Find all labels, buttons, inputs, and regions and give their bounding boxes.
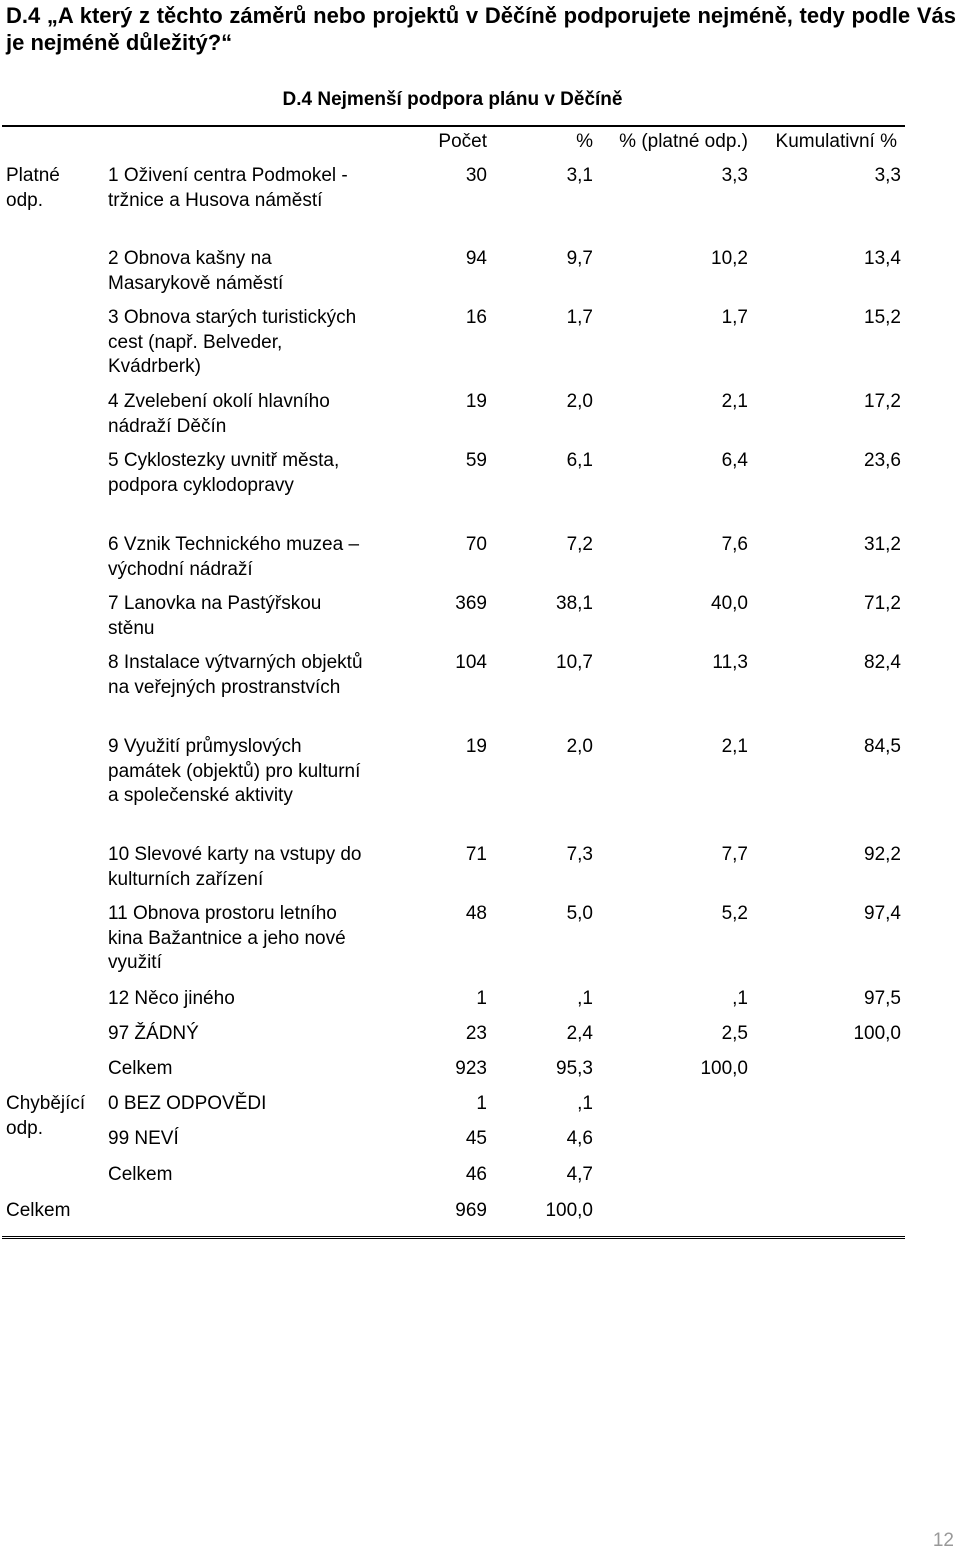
row-label: 1 Oživení centra Podmokel - tržnice a Husova náměstí xyxy=(108,165,348,211)
row-label: 3 Obnova starých turistických cest (např. Belveder, Kvádrberk) xyxy=(108,307,357,377)
row-count: 94 xyxy=(465,248,487,269)
row-cumulative-pct: 17,2 xyxy=(864,391,901,412)
row-cumulative-pct: 3,3 xyxy=(874,165,901,186)
row-label: 4 Zvelebení okolí hlavního nádraží Děčín xyxy=(108,391,330,437)
row-pct: 95,3 xyxy=(556,1058,593,1079)
row-label: 5 Cyklostezky uvnitř města, podpora cyklodopravy xyxy=(108,450,340,496)
header-cumulative-pct: Kumulativní % xyxy=(775,131,897,152)
table-top-rule xyxy=(2,125,905,127)
row-label: 12 Něco jiného xyxy=(108,988,235,1009)
row-count: 1 xyxy=(476,988,487,1009)
row-label: Celkem xyxy=(108,1164,173,1185)
row-pct: 10,7 xyxy=(556,652,593,673)
row-count: 45 xyxy=(465,1128,487,1149)
row-cumulative-pct: 23,6 xyxy=(864,450,901,471)
row-pct: 5,0 xyxy=(566,903,593,924)
row-cumulative-pct: 31,2 xyxy=(864,534,901,555)
row-label: 2 Obnova kašny na Masarykově náměstí xyxy=(108,248,284,294)
row-cumulative-pct: 97,5 xyxy=(864,988,901,1009)
row-valid-pct: 2,5 xyxy=(721,1023,748,1044)
row-cumulative-pct: 100,0 xyxy=(853,1023,901,1044)
row-cumulative-pct: 84,5 xyxy=(864,736,901,757)
row-count: 30 xyxy=(465,165,487,186)
row-pct: 2,0 xyxy=(566,391,593,412)
row-cumulative-pct: 92,2 xyxy=(864,844,901,865)
row-count: 104 xyxy=(455,652,487,673)
row-label: 11 Obnova prostoru letního kina Bažantnice a jeho nové využití xyxy=(108,903,346,973)
header-pocet: Počet xyxy=(438,131,487,152)
row-count: 71 xyxy=(465,844,487,865)
row-label: 6 Vznik Technického muzea – východní nádraží xyxy=(108,534,360,580)
group-label-total: Celkem xyxy=(6,1200,71,1221)
total-pct: 100,0 xyxy=(545,1200,593,1221)
row-pct: ,1 xyxy=(577,1093,593,1114)
table-bottom-rule xyxy=(2,1236,905,1239)
row-pct: 7,2 xyxy=(566,534,593,555)
row-valid-pct: 3,3 xyxy=(721,165,748,186)
header-pct: % xyxy=(576,131,593,152)
row-valid-pct: 7,6 xyxy=(721,534,748,555)
row-label: 10 Slevové karty na vstupy do kulturních zařízení xyxy=(108,844,362,890)
row-count: 70 xyxy=(465,534,487,555)
group-label-missing: Chybějící odp. xyxy=(6,1093,86,1139)
row-valid-pct: ,1 xyxy=(732,988,748,1009)
row-label: 97 ŽÁDNÝ xyxy=(108,1023,199,1044)
total-count: 969 xyxy=(455,1200,487,1221)
group-label-valid: Platné odp. xyxy=(6,165,60,211)
row-pct: 6,1 xyxy=(566,450,593,471)
row-label: Celkem xyxy=(108,1058,173,1079)
row-valid-pct: 7,7 xyxy=(721,844,748,865)
table-title: D.4 Nejmenší podpora plánu v Děčíně xyxy=(282,89,623,110)
row-label: 0 BEZ ODPOVĚDI xyxy=(108,1093,267,1114)
row-pct: 3,1 xyxy=(566,165,593,186)
row-valid-pct: 100,0 xyxy=(700,1058,748,1079)
row-pct: 38,1 xyxy=(556,593,593,614)
row-valid-pct: 2,1 xyxy=(721,391,748,412)
row-pct: ,1 xyxy=(577,988,593,1009)
row-count: 46 xyxy=(465,1164,487,1185)
row-valid-pct: 6,4 xyxy=(721,450,748,471)
row-valid-pct: 2,1 xyxy=(721,736,748,757)
row-count: 369 xyxy=(455,593,487,614)
row-count: 23 xyxy=(465,1023,487,1044)
row-valid-pct: 11,3 xyxy=(712,652,748,673)
row-valid-pct: 5,2 xyxy=(721,903,748,924)
row-label: 8 Instalace výtvarných objektů na veřejných prostranstvích xyxy=(108,652,363,698)
row-pct: 7,3 xyxy=(566,844,593,865)
row-pct: 2,4 xyxy=(566,1023,593,1044)
row-count: 48 xyxy=(465,903,487,924)
page-number: 12 xyxy=(932,1530,954,1551)
row-valid-pct: 40,0 xyxy=(711,593,748,614)
row-pct: 4,7 xyxy=(566,1164,593,1185)
row-label: 9 Využití průmyslových památek (objektů) pro kulturní a společenské aktivity xyxy=(108,736,361,806)
row-cumulative-pct: 82,4 xyxy=(864,652,901,673)
header-valid-pct: % (platné odp.) xyxy=(619,131,748,152)
row-count: 923 xyxy=(455,1058,487,1079)
row-count: 1 xyxy=(476,1093,487,1114)
row-cumulative-pct: 15,2 xyxy=(864,307,901,328)
row-pct: 9,7 xyxy=(566,248,593,269)
row-pct: 1,7 xyxy=(566,307,593,328)
row-pct: 2,0 xyxy=(566,736,593,757)
row-pct: 4,6 xyxy=(566,1128,593,1149)
row-valid-pct: 1,7 xyxy=(721,307,748,328)
row-valid-pct: 10,2 xyxy=(711,248,748,269)
row-count: 16 xyxy=(465,307,487,328)
row-cumulative-pct: 71,2 xyxy=(864,593,901,614)
question-title: D.4 „A který z těchto záměrů nebo projektů v Děčíně podporujete nejméně, tedy podle Vás je nejméně důležitý?“ xyxy=(6,3,956,55)
row-count: 19 xyxy=(465,736,487,757)
row-count: 19 xyxy=(465,391,487,412)
row-cumulative-pct: 97,4 xyxy=(864,903,901,924)
row-count: 59 xyxy=(465,450,487,471)
row-label: 7 Lanovka na Pastýřskou stěnu xyxy=(108,593,322,639)
row-label: 99 NEVÍ xyxy=(108,1128,179,1149)
row-cumulative-pct: 13,4 xyxy=(864,248,901,269)
